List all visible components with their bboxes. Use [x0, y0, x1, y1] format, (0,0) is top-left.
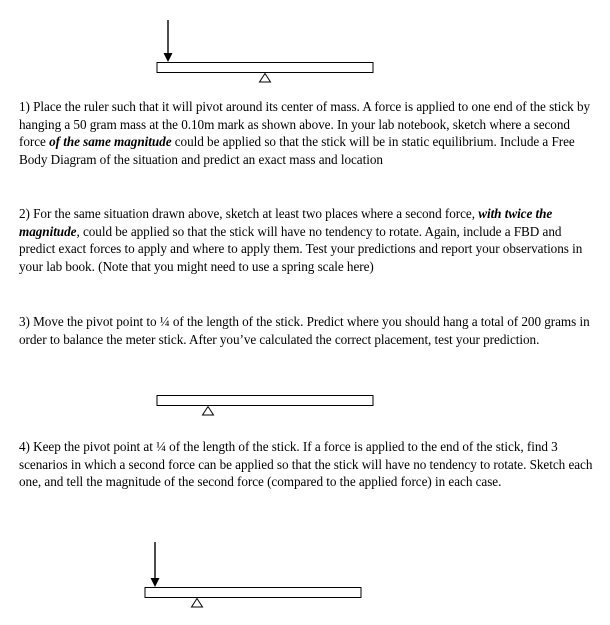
question-2-emphasis: with twice the magnitude: [19, 206, 553, 239]
question-2-text-end: , could be applied so that the stick will have no tendency to rotate. Again, include a FBD and predict exact forces to apply and where to apply them. Test your predictions and report your observations in your lab book. (Note that you might need to use a spring scale here): [19, 223, 583, 274]
question-1-text-end: could be applied so that the stick will be in static equilibrium. Include a Free Body Diagram of the situation and predict an exact mass and location: [19, 134, 575, 167]
ruler-bar: [145, 588, 361, 598]
question-3: 3) Move the pivot point to ¼ of the length of the stick. Predict where you should hang a total of 200 grams in order to balance the meter stick. After you’ve calculated the correct placement, test your prediction.: [19, 314, 590, 347]
applied-force-arrow-head: [151, 578, 160, 587]
question-4: 4) Keep the pivot point at ¼ of the length of the stick. If a force is applied to the end of the stick, find 3 scenarios in which a second force can be applied so that the stick will have no tendency to rotate. Sketch each one, and tell the magnitude of the second force (compared to the applied force) in each case.: [19, 439, 593, 490]
pivot-triangle-icon: [192, 599, 203, 608]
question-2-text-start: 2) For the same situation drawn above, sketch at least two places where a second force,: [19, 206, 479, 221]
question-1-text-start: 1) Place the ruler such that it will pivot around its center of mass. A force is applied to one end of the stick by hanging a 50 gram mass at the 0.10m mark as shown above. In your lab notebook, sketch where a second force: [19, 99, 591, 150]
question-1-emphasis: of the same magnitude: [49, 134, 172, 150]
